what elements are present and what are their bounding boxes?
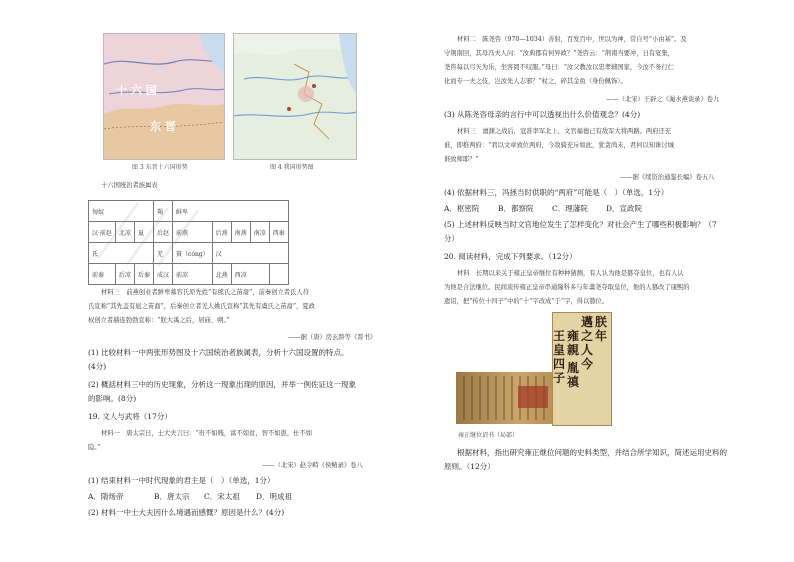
table-row — [89, 243, 289, 264]
plaque-col-1: 朕年 — [595, 315, 608, 343]
material-2-line-1: 材料二 陈尧咨（970—1034）善射，百发百中，世以为神，常自号“小由基”。及 — [457, 36, 687, 43]
map-china — [233, 33, 357, 160]
material-20-line-2: 为他是合法继位。民间流传雍正皇帝串通隆科多与年羹尧夺取皇位，他的人篡改了康熙的 — [444, 284, 690, 291]
material-3b-line-3: 谁致师耶？” — [444, 156, 479, 163]
table-cell: 后凉 — [115, 264, 134, 285]
material-20-line-1: 材料 长期以来关于雍正皇帝继位有种种猜测，有人认为他是篡夺皇位，也有人认 — [457, 270, 684, 277]
dynasty-ethnicity-table — [88, 200, 289, 285]
edict-plaque — [552, 312, 612, 426]
table-cell: 西凉 — [231, 264, 269, 285]
plaque-col-5: 胤禛 — [567, 361, 580, 389]
question-20-heading: 20. 阅读材料，完成下列要求。（12分） — [444, 252, 577, 261]
table-cell: 羌 — [153, 243, 172, 264]
option-a: A．隋炀帝 — [88, 492, 124, 501]
figure-3-caption: 图 3 东晋十六国形势 — [132, 164, 188, 171]
table-cell: 氐 — [89, 243, 154, 264]
material-20-line-3: 遗诏，把“传位十四子”中的“十”字改成“于”字，得以篡位。 — [444, 298, 609, 305]
question-19-4: (4) 依据材料三，冯拯当时供职的“两府”可能是（ ）（单选，1分） — [444, 188, 669, 197]
map-label-eastern-jin: 东 晋 — [150, 120, 176, 133]
table-cell: 北凉 — [115, 222, 134, 243]
option-b: B．唐太宗 — [154, 492, 190, 501]
option-d: D．明成祖 — [256, 492, 293, 501]
question-18-2: (2) 概括材料三中的历史现象，分析这一现象出现的原因，并举一例佐证这一现象 — [88, 380, 357, 389]
option-d-2: D．宣政院 — [606, 204, 643, 213]
table-cell: 前凉 — [172, 264, 212, 285]
option-b-2: B．都察院 — [498, 204, 534, 213]
material-2-line-2: 守荆南回，其母冯夫人问：“汝典郡有何异政？”尧咨云：“荆南当要冲，日有宴集， — [444, 50, 675, 57]
table-cell: 賨（cóng） — [172, 243, 212, 264]
table-cell: 南燕 — [231, 222, 250, 243]
material-3b-line-1: 材料三 澶渊之战后，寇准率军北上，文官福德已有敌军大将两路。两府还充 — [457, 128, 672, 135]
table-cell: 汉·前赵 — [89, 222, 116, 243]
table-cell: 成汉 — [153, 264, 172, 285]
question-19-1: (1) 结束材料一中时代现象的君主是（ ）（单选，1分） — [88, 476, 275, 485]
option-c-2: C．理藩院 — [552, 204, 588, 213]
table-cell: 羯 — [153, 201, 172, 222]
question-19-5-cont: 分） — [444, 234, 459, 243]
material-2-line-3: 尧咨每以弓矢为乐，坐客罔不叹服。”母曰：“汝父教汝以忠孝辅国家，今汝不务行仁 — [444, 64, 674, 71]
question-20-ask: 根据材料，指出研究雍正继位问题的史料类型，并结合所学知识，简述运用史料的 — [457, 448, 727, 457]
table-cell: 后赵 — [153, 222, 172, 243]
material-3b-line-2: 谁，即推两府：“君以文章致位两府，今敌骑充斥如此，犹贪尚未，君何以知诛讨城 — [444, 142, 674, 149]
table-title: 十六国统治者族属表 — [101, 182, 158, 189]
table-cell: 西秦 — [269, 222, 288, 243]
table-row — [89, 201, 289, 222]
question-18-2-cont: 的影响。(8分) — [88, 394, 137, 403]
map-china-graphic — [234, 34, 356, 159]
material-3-line-3: 权创立者赫连勃勃宣称：“朕大禹之后，居庙、朔。” — [88, 317, 230, 324]
material-3b-source: ——据《续资治通鉴长编》卷五八 — [620, 174, 715, 181]
table-cell — [269, 264, 288, 285]
question-19-2: (2) 材料一中士大夫因什么境遇而感慨？原因是什么？(4分) — [88, 508, 285, 517]
question-19-heading: 19. 文人与武将（17分） — [88, 412, 172, 421]
material-1-line-1: 材料一 唐太宗日，士大夫言曰：“贵不如贱，富不如贫，智不如愚，仕不如 — [101, 430, 313, 437]
table-cell: 匈奴 — [89, 201, 154, 222]
plaque-col-3: 雍親 — [567, 329, 580, 357]
material-1-source: ——（北宋）赵令畤《侯鲭录》卷八 — [262, 462, 363, 469]
table-cell: 前秦 — [89, 264, 116, 285]
option-a-2: A．枢密院 — [444, 204, 480, 213]
table-row — [89, 222, 289, 243]
material-3-source: ——据（唐）房玄龄等《晋书》 — [288, 334, 377, 341]
table-cell: 前燕 — [172, 222, 212, 243]
table-cell: 后燕 — [212, 222, 231, 243]
figure-4-caption: 图 4 我国形势图 — [270, 164, 314, 171]
question-19-3: (3) 从陈尧咨母亲的言行中可以透视出什么价值观念？(4分) — [444, 110, 641, 119]
table-cell: 后秦 — [134, 264, 153, 285]
material-2-line-4: 化而专一夫之伎，岂汝先人志邪？”杖之，碎其金鱼（身份佩饰）。 — [444, 78, 627, 85]
question-18-1-points: (4分) — [88, 362, 107, 371]
map-eastern-jin — [103, 33, 225, 160]
table-cell: 鲜卑 — [172, 201, 288, 222]
edict-seal — [518, 386, 548, 408]
plaque-col-2: 邁之人今 — [581, 315, 594, 371]
table-cell: 汉 — [212, 243, 288, 264]
table-row — [89, 264, 289, 285]
question-20-ask-cont: 原则。（12分） — [444, 462, 495, 471]
edict-photo-caption: 雍正继位诏书（局部） — [458, 432, 519, 439]
table-cell: 夏 — [134, 222, 153, 243]
option-c: C．宋太祖 — [204, 492, 240, 501]
material-3-line-2: 氏宣称“其先盖有扈之苗裔”，后秦创立者羌人姚氏宣称“其先有虞氏之苗裔”，夏政 — [88, 303, 315, 310]
plaque-col-4: 王皇四子 — [553, 329, 566, 385]
material-2-source: ——（北宋）王辟之《渑水燕谈录》卷九 — [606, 96, 720, 103]
material-1-line-2: 隐。” — [88, 444, 101, 451]
table-cell: 北燕 — [212, 264, 231, 285]
map-label-sixteen-kingdoms: 十 六 国 — [116, 84, 157, 97]
table-cell: 南凉 — [250, 222, 269, 243]
question-19-5: (5) 上述材料反映当时文官地位发生了怎样变化？对社会产生了哪些积极影响？（7 — [444, 220, 717, 229]
material-3-line-1: 材料三 前燕创业者鲜卑慕容氏原先姓“有熊氏之苗裔”，前秦创立者氐人苻 — [101, 289, 309, 296]
question-18-1: (1) 比较材料一中两张形势图及十六国统治者族属表，分析十六国设置的特点。 — [88, 348, 349, 357]
